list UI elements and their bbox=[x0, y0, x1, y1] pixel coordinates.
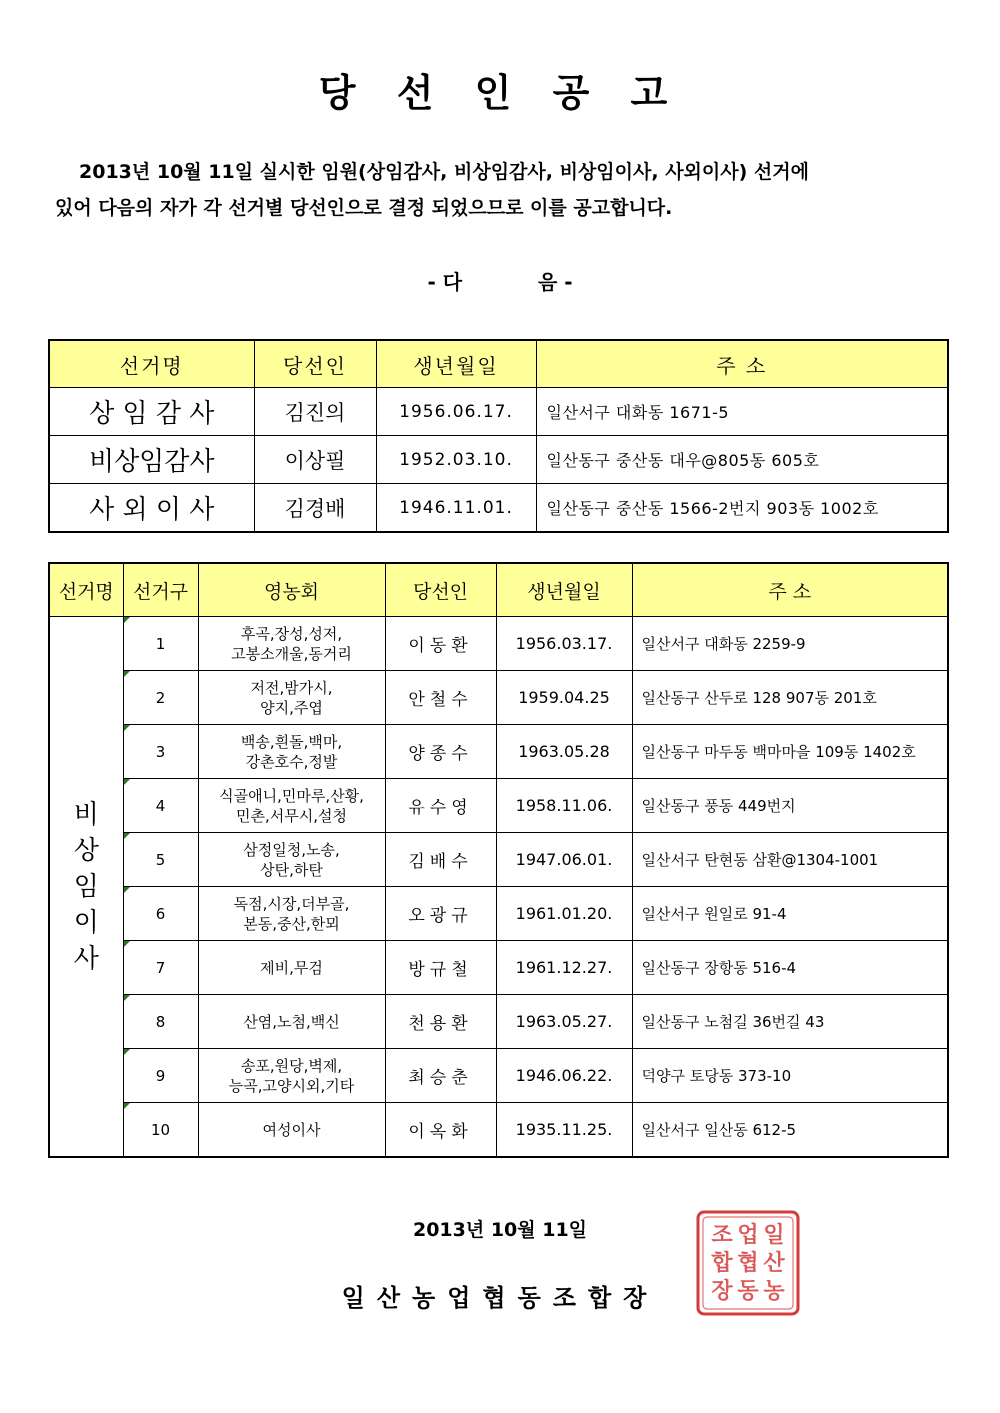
table-row bbox=[49, 941, 948, 995]
table-row bbox=[49, 995, 948, 1049]
winner-name: 이옥화 bbox=[385, 1103, 496, 1158]
table1-header-address: 주 소 bbox=[536, 340, 948, 388]
non-standing-director-table bbox=[48, 562, 949, 1158]
winner-name: 김경배 bbox=[254, 484, 376, 533]
birth-date: 1956.06.17. bbox=[376, 388, 536, 436]
farm-groups-line-1: 식골애니,민마루,산황, bbox=[219, 786, 364, 805]
election-name: 비상임감사 bbox=[49, 436, 254, 484]
farm-groups-line-1: 후곡,장성,성저, bbox=[240, 624, 343, 643]
district-number: 4 bbox=[123, 779, 198, 833]
seal-char: 합 bbox=[711, 1250, 733, 1276]
seal-char: 산 bbox=[763, 1250, 785, 1276]
winner-name: 유수영 bbox=[385, 779, 496, 833]
table2-header-election: 선거명 bbox=[49, 563, 123, 617]
birth-date: 1963.05.28 bbox=[496, 725, 632, 779]
winner-name: 김배수 bbox=[385, 833, 496, 887]
election-name-char: 상 bbox=[73, 835, 99, 866]
table2-header-address: 주 소 bbox=[632, 563, 948, 617]
farm-groups bbox=[198, 617, 385, 671]
election-name: 사 외 이 사 bbox=[49, 484, 254, 533]
next-heading-right: 음 - bbox=[537, 270, 573, 294]
winner-name: 천용환 bbox=[385, 995, 496, 1049]
table1-header-birth: 생년월일 bbox=[376, 340, 536, 388]
intro-line-1: 2013년 10월 11일 실시한 임원(상임감사, 비상임감사, 비상임이사, 사외이사) 선거에 bbox=[79, 161, 809, 183]
address: 일산동구 노첨길 36번길 43 bbox=[632, 995, 948, 1049]
announcement-date: 2013년 10월 11일 bbox=[412, 1219, 588, 1241]
address: 일산동구 중산동 1566-2번지 903동 1002호 bbox=[536, 484, 948, 533]
seal-char: 동 bbox=[737, 1278, 759, 1304]
district-number: 6 bbox=[123, 887, 198, 941]
farm-groups-line-1: 저전,밤가시, bbox=[250, 678, 333, 697]
farm-groups bbox=[198, 671, 385, 725]
district-number: 7 bbox=[123, 941, 198, 995]
address: 일산서구 원일로 91-4 bbox=[632, 887, 948, 941]
birth-date: 1946.06.22. bbox=[496, 1049, 632, 1103]
winner-name: 김진의 bbox=[254, 388, 376, 436]
seal-char: 협 bbox=[737, 1250, 759, 1276]
seal-char: 장 bbox=[711, 1278, 733, 1304]
address: 덕양구 토당동 373-10 bbox=[632, 1049, 948, 1103]
farm-groups-line-2: 양지,주엽 bbox=[260, 698, 323, 717]
table-row bbox=[49, 833, 948, 887]
birth-date: 1963.05.27. bbox=[496, 995, 632, 1049]
birth-date: 1952.03.10. bbox=[376, 436, 536, 484]
address: 일산서구 탄현동 삼환@1304-1001 bbox=[632, 833, 948, 887]
winner-name: 이동환 bbox=[385, 617, 496, 671]
birth-date: 1959.04.25 bbox=[496, 671, 632, 725]
farm-groups-line-2: 고봉소개울,동거리 bbox=[231, 644, 352, 663]
farm-groups-line-2: 본동,중산,한뫼 bbox=[243, 914, 340, 933]
election-name-char: 사 bbox=[73, 943, 99, 974]
birth-date: 1958.11.06. bbox=[496, 779, 632, 833]
intro-paragraph bbox=[55, 154, 935, 226]
farm-groups-line-2: 능곡,고양시외,기타 bbox=[228, 1076, 355, 1095]
election-name-char: 이 bbox=[73, 907, 99, 938]
election-name-char: 비 bbox=[73, 799, 99, 830]
birth-date: 1946.11.01. bbox=[376, 484, 536, 533]
table-row bbox=[49, 671, 948, 725]
farm-groups-line-1: 삼정일청,노송, bbox=[243, 840, 340, 859]
winner-name: 양종수 bbox=[385, 725, 496, 779]
farm-groups-line-1: 백송,흰돌,백마, bbox=[240, 732, 343, 751]
table2-header-district: 선거구 bbox=[123, 563, 198, 617]
winner-name: 오광규 bbox=[385, 887, 496, 941]
district-number: 2 bbox=[123, 671, 198, 725]
table-row bbox=[49, 617, 948, 671]
address: 일산동구 중산동 대우@805동 605호 bbox=[536, 436, 948, 484]
farm-groups bbox=[198, 941, 385, 995]
table1-header-election: 선거명 bbox=[49, 340, 254, 388]
table-row bbox=[49, 484, 948, 533]
official-seal bbox=[694, 1208, 802, 1318]
seal-char: 일 bbox=[763, 1222, 785, 1248]
farm-groups bbox=[198, 887, 385, 941]
table-row bbox=[49, 1103, 948, 1158]
farm-groups bbox=[198, 1049, 385, 1103]
table-row bbox=[49, 779, 948, 833]
farm-groups bbox=[198, 1103, 385, 1158]
farm-groups bbox=[198, 725, 385, 779]
table-row bbox=[49, 436, 948, 484]
table-row bbox=[49, 725, 948, 779]
winner-name: 이상필 bbox=[254, 436, 376, 484]
winner-name: 최승춘 bbox=[385, 1049, 496, 1103]
farm-groups-line-2: 민촌,서무시,설청 bbox=[236, 806, 347, 825]
winner-name: 방규철 bbox=[385, 941, 496, 995]
farm-groups-line-1: 산염,노첨,백신 bbox=[243, 1012, 340, 1031]
farm-groups bbox=[198, 995, 385, 1049]
district-number: 8 bbox=[123, 995, 198, 1049]
farm-groups-line-1: 송포,원당,벽제, bbox=[240, 1056, 343, 1075]
district-number: 5 bbox=[123, 833, 198, 887]
birth-date: 1947.06.01. bbox=[496, 833, 632, 887]
district-number: 3 bbox=[123, 725, 198, 779]
address: 일산동구 산두로 128 907동 201호 bbox=[632, 671, 948, 725]
table2-header-person: 당선인 bbox=[385, 563, 496, 617]
page-title: 당 선 인 공 고 bbox=[318, 71, 682, 115]
farm-groups-line-2: 강촌호수,정발 bbox=[245, 752, 338, 771]
address: 일산동구 마두동 백마마을 109동 1402호 bbox=[632, 725, 948, 779]
birth-date: 1935.11.25. bbox=[496, 1103, 632, 1158]
organization-name: 일산농업협동조합장 bbox=[341, 1284, 659, 1312]
district-number: 1 bbox=[123, 617, 198, 671]
table-row bbox=[49, 388, 948, 436]
election-name-vertical bbox=[49, 617, 123, 1158]
address: 일산서구 대화동 1671-5 bbox=[536, 388, 948, 436]
seal-char: 농 bbox=[763, 1278, 785, 1304]
seal-char: 업 bbox=[737, 1222, 759, 1248]
farm-groups bbox=[198, 833, 385, 887]
farm-groups bbox=[198, 779, 385, 833]
farm-groups-line-1: 제비,무검 bbox=[260, 958, 323, 977]
farm-groups-line-1: 여성이사 bbox=[262, 1120, 321, 1139]
next-heading bbox=[0, 266, 1000, 295]
table1-header-row bbox=[49, 340, 948, 388]
farm-groups-line-2: 상탄,하탄 bbox=[260, 860, 323, 879]
table1-header-person: 당선인 bbox=[254, 340, 376, 388]
district-number: 9 bbox=[123, 1049, 198, 1103]
address: 일산동구 장항동 516-4 bbox=[632, 941, 948, 995]
table2-header-birth: 생년월일 bbox=[496, 563, 632, 617]
auditor-outside-director-table bbox=[48, 339, 949, 533]
intro-line-2: 있어 다음의 자가 각 선거별 당선인으로 결정 되었으므로 이를 공고합니다. bbox=[55, 197, 673, 219]
next-heading-left: - 다 bbox=[427, 270, 463, 294]
table-row bbox=[49, 887, 948, 941]
birth-date: 1956.03.17. bbox=[496, 617, 632, 671]
election-name: 상 임 감 사 bbox=[49, 388, 254, 436]
district-number: 10 bbox=[123, 1103, 198, 1158]
address: 일산서구 대화동 2259-9 bbox=[632, 617, 948, 671]
farm-groups-line-1: 독점,시장,더부골, bbox=[233, 894, 350, 913]
birth-date: 1961.01.20. bbox=[496, 887, 632, 941]
table2-header-row bbox=[49, 563, 948, 617]
election-name-char: 임 bbox=[73, 871, 99, 902]
seal-char: 조 bbox=[711, 1222, 733, 1248]
address: 일산동구 풍동 449번지 bbox=[632, 779, 948, 833]
winner-name: 안철수 bbox=[385, 671, 496, 725]
address: 일산서구 일산동 612-5 bbox=[632, 1103, 948, 1158]
table2-header-farm-group: 영농회 bbox=[198, 563, 385, 617]
table-row bbox=[49, 1049, 948, 1103]
birth-date: 1961.12.27. bbox=[496, 941, 632, 995]
